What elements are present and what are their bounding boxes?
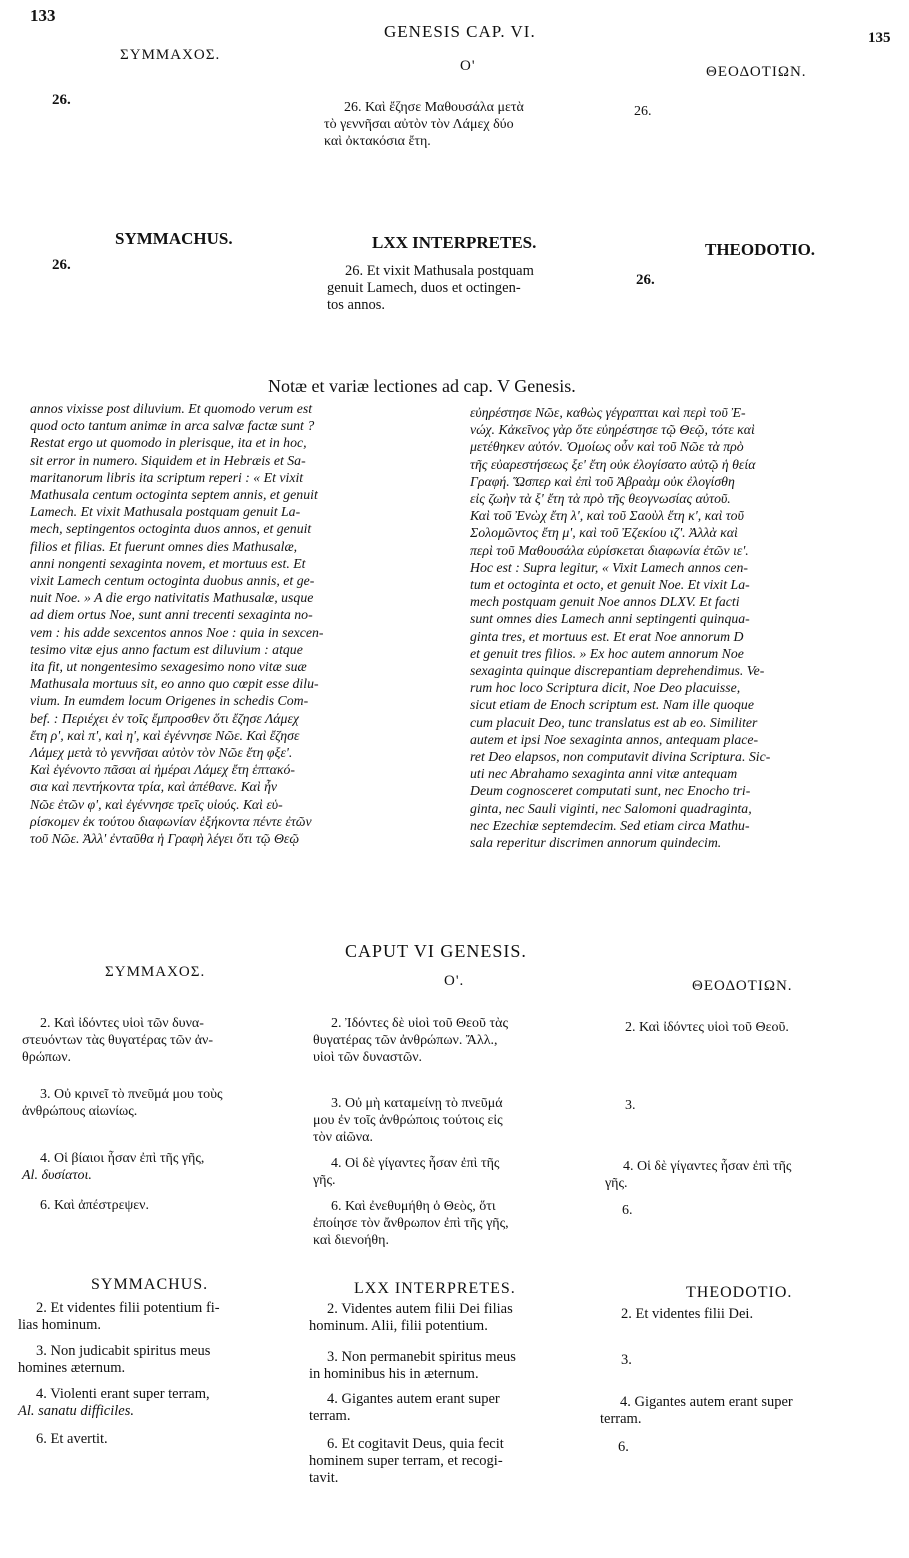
line: Al. sanatu difficiles. [18, 1403, 134, 1419]
line: 2. Et videntes filii potentium fi- [36, 1300, 220, 1316]
line: 3. [625, 1098, 636, 1113]
line: στευόντων τὰς θυγατέρας τῶν ἀν- [22, 1033, 214, 1048]
line: θυγατέρας τῶν ἀνθρώπων. Ἄλλ., [313, 1033, 498, 1048]
line: γῆς. [605, 1176, 628, 1191]
symmachus-latin-heading-2: SYMMACHUS. [91, 1276, 209, 1293]
page-number-right: 135 [868, 30, 891, 46]
symmachus-latin-heading: SYMMACHUS. [115, 229, 233, 248]
line: lias hominum. [18, 1317, 101, 1333]
symmachus-greek-verse-4 [22, 1150, 302, 1184]
line: 3. Οὐ κρινεῖ τὸ πνεῦμά μου τοὺς [40, 1087, 223, 1102]
note-line: Καὶ ἐγένοντο πᾶσαι αἱ ἡμέραι Λάμεχ ἔτη ἑπτακό- [30, 762, 295, 778]
lxx-latin-heading-2: LXX INTERPRETES. [354, 1280, 516, 1297]
note-line: sicut etiam de Enoch scriptum est. Nam ille quoque [470, 697, 754, 713]
symmachus-greek-heading: ΣΥΜΜΑΧΟΣ. [120, 47, 221, 63]
note-line: vem : his adde sexcentos annos Noe : quia in sexcen- [30, 624, 324, 640]
note-line: cum placuit Deo, tunc translatus est ab eo. Similiter [470, 714, 758, 730]
line: 4. Οἱ δὲ γίγαντες ἦσαν ἐπὶ τῆς [331, 1156, 500, 1171]
note-line: ret Deo elapsos, non computavit divina Scriptura. Sic- [470, 749, 771, 765]
lxx-greek-heading: Ο' [460, 58, 476, 74]
note-line: vixit Lamech centum octoginta duobus annis, et ge- [30, 573, 315, 589]
symmachus-greek-heading-2: ΣΥΜΜΑΧΟΣ. [105, 964, 206, 980]
caput-title: CAPUT VI GENESIS. [345, 941, 527, 961]
theodotion-latin-verse-4 [600, 1394, 895, 1428]
running-head: GENESIS CAP. VI. [384, 22, 536, 41]
notes-title: Notæ et variæ lectiones ad cap. V Genesis. [268, 376, 576, 396]
theodotion-greek-heading-2: ΘΕΟΔΟΤΙΩΝ. [692, 978, 793, 994]
line: 3. [621, 1352, 632, 1368]
note-line: mech postquam genuit Noe annos DLXV. Et facti [470, 594, 740, 610]
note-line: ita fit, ut nongentesimo sexagesimo nono vitæ suæ [30, 659, 307, 675]
lxx-latin-verse-4 [309, 1391, 599, 1425]
note-line: uti nec Abrahamo sexaginta anni vitæ antequam [470, 766, 738, 782]
line: 2. Et videntes filii Dei. [621, 1306, 754, 1322]
line: genuit Lamech, duos et octingen- [327, 280, 521, 296]
line: 4. Οἱ βίαιοι ἦσαν ἐπὶ τῆς γῆς, [40, 1151, 205, 1166]
lxx-latin-verse-26 [327, 263, 627, 314]
line: hominem super terram, et recogi- [309, 1453, 503, 1469]
line: 6. [618, 1439, 629, 1455]
line: 3. Οὐ μὴ καταμείνῃ τὸ πνεῦμά [331, 1096, 503, 1111]
line: 26. Καὶ ἔζησε Μαθουσάλα μετὰ [344, 100, 524, 115]
note-line: ginta tres, et mortuus est. Et erat Noe annorum D [470, 628, 744, 644]
note-line: et genuit tres filios. » Ex hoc autem annorum Noe [470, 645, 744, 661]
symmachus-latin-verse-4 [18, 1386, 303, 1420]
lxx-greek-verse-2 [313, 1015, 603, 1066]
theodotion-latin-heading-2: THEODOTIO. [686, 1284, 793, 1301]
line: terram. [600, 1411, 642, 1427]
note-line: Deum cognosceret computati sunt, nec Enocho tri- [470, 783, 751, 799]
note-line: annos vixisse post diluvium. Et quomodo verum est [30, 401, 313, 416]
theodotion-latin-heading: THEODOTIO. [705, 240, 816, 259]
line: 26. Et vixit Mathusala postquam [345, 263, 534, 279]
note-line: nec Ezechiæ septemdecim. Sed etiam circa Mathu- [470, 817, 750, 833]
theodotion-greek-heading: ΘΕΟΔΟΤΙΩΝ. [706, 64, 807, 80]
line: 3. Non judicabit spiritus meus [36, 1343, 211, 1359]
line: Al. δυσίατοι. [22, 1168, 92, 1183]
note-line: Mathusala mortuus sit, eo anno quo cœpit esse dilu- [30, 676, 319, 692]
theodotion-latin-verse-26: 26. [636, 272, 655, 288]
lxx-greek-heading-2: Ο'. [444, 973, 465, 989]
symmachus-latin-verse-6 [36, 1431, 301, 1448]
note-line: maritanorum libris ita scriptum reperi : « Et vixit [30, 469, 304, 485]
note-line: τοῦ Νῶε. Ἀλλ' ἐνταῦθα ἡ Γραφὴ λέγει ὅτι τῷ Θεῷ [30, 831, 300, 847]
lxx-greek-verse-26 [324, 99, 624, 150]
note-line: sexaginta quinque discrepantiam deprehendimus. Ve- [470, 663, 765, 679]
line: hominum. Alii, filii potentium. [309, 1318, 488, 1334]
line: in hominibus his in æternum. [309, 1366, 479, 1382]
line: 4. Gigantes autem erant super [327, 1391, 500, 1407]
line: ἐποίησε τὸν ἄνθρωπον ἐπὶ τῆς γῆς, [313, 1216, 509, 1231]
line: tavit. [309, 1470, 339, 1486]
note-line: ἔτη ρ', καὶ π', καὶ η', καὶ ἐγέννησε Νῶε. Καὶ ἔζησε [30, 727, 300, 743]
lxx-latin-verse-3 [309, 1349, 599, 1383]
note-line: vium. In eumdem locum Origenes in schedis Com- [30, 693, 309, 709]
note-line: Mathusala centum octoginta septem annis, et genuit [30, 487, 318, 503]
lxx-latin-verse-6 [309, 1436, 599, 1487]
line: 4. Οἱ δὲ γίγαντες ἦσαν ἐπὶ τῆς [623, 1159, 792, 1174]
note-line: ρίσκομεν ἐκ τούτου διαφωνίαν ἑξήκοντα πέντε ἐτῶν [30, 813, 312, 829]
note-line: quod octo tantum animæ in arca salvæ factæ sunt ? [30, 418, 315, 434]
theodotion-greek-verse-2 [625, 1019, 895, 1036]
line: terram. [309, 1408, 351, 1424]
note-line: ad diem ortus Noe, sunt anni trecenti sexaginta no- [30, 607, 313, 623]
symmachus-greek-verse-6 [40, 1197, 300, 1214]
note-line: Γραφή. Ὥσπερ καὶ ἐπὶ τοῦ Ἀβραὰμ οὐκ ἐλογίσθη [470, 473, 735, 489]
note-line: εἰς ζωὴν τὰ ξ' ἔτη τὰ πρὸ τῆς θεογνωσίας αὐτοῦ. [470, 491, 731, 507]
note-line: sunt omnes dies Lamech anni septingenti quinqua- [470, 611, 750, 627]
line: τὸν αἰῶνα. [313, 1130, 373, 1145]
line: τὸ γεννῆσαι αὐτὸν τὸν Λάμεχ δύο [324, 117, 514, 132]
theodotion-latin-verse-6 [618, 1439, 893, 1456]
note-line: nuit Noe. » A die ergo nativitatis Mathusalæ, usque [30, 590, 314, 606]
line: υἱοὶ τῶν δυναστῶν. [313, 1050, 423, 1065]
note-line: Lamech. Et vixit Mathusala postquam genuit La- [30, 504, 301, 520]
line: 6. Καὶ ἀπέστρεψεν. [40, 1198, 149, 1213]
symmachus-latin-verse-2 [18, 1300, 303, 1334]
note-line: εὐηρέστησε Νῶε, καθὼς γέγραπται καὶ περὶ τοῦ Ἐ- [470, 405, 746, 420]
line: ἀνθρώπους αἰωνίως. [22, 1104, 138, 1119]
line: γῆς. [313, 1173, 336, 1188]
line: 2. Καὶ ἰδόντες υἱοὶ τοῦ Θεοῦ. [625, 1020, 789, 1035]
line: homines æternum. [18, 1360, 126, 1376]
lxx-latin-verse-2 [309, 1301, 599, 1335]
symmachus-greek-verse-2 [22, 1015, 302, 1066]
theodotion-greek-verse-3 [625, 1097, 895, 1114]
theodotion-greek-verse-4 [605, 1158, 895, 1192]
note-line: tesimo vitæ ejus anno factum est diluvium : atque [30, 641, 303, 657]
note-line: autem et ipsi Noe sexaginta annos, antequam place- [470, 731, 759, 747]
note-line: sala reperitur discrimen annorum quindecim. [470, 835, 722, 851]
page-number-left: 133 [30, 6, 56, 25]
lxx-greek-verse-4 [313, 1155, 603, 1189]
note-line: περὶ τοῦ Μαθουσάλα εὑρίσκεται διαφωνία ἐτῶν ιε'. [470, 542, 749, 558]
line: καὶ διενοήθη. [313, 1233, 389, 1248]
notes-left-column [30, 400, 448, 847]
line: 6. [622, 1203, 633, 1218]
note-line: ginta, nec Sauli viginti, nec Salomoni quadraginta, [470, 800, 752, 816]
note-line: τῆς εὐαρεστήσεως ξε' ἔτη οὐκ ἐλογίσατο αὐτῷ ἡ θεία [470, 456, 756, 472]
theodotion-latin-verse-2 [621, 1306, 896, 1323]
line: tos annos. [327, 297, 385, 313]
symmachus-latin-verse-3 [18, 1343, 303, 1377]
line: 4. Gigantes autem erant super [620, 1394, 793, 1410]
note-line: rum hoc loco Scriptura dicit, Noe Deo placuisse, [470, 680, 741, 696]
line: μου ἐν τοῖς ἀνθρώποις τούτοις εἰς [313, 1113, 503, 1128]
symmachus-greek-verse-26: 26. [52, 92, 71, 108]
line: 4. Violenti erant super terram, [36, 1386, 210, 1402]
line: 6. Καὶ ἐνεθυμήθη ὁ Θεὸς, ὅτι [331, 1199, 496, 1214]
line: θρώπων. [22, 1050, 72, 1065]
note-line: Hoc est : Supra legitur, « Vixit Lamech annos cen- [470, 559, 748, 575]
symmachus-greek-verse-3 [22, 1086, 302, 1120]
note-line: νώχ. Κἀκεῖνος γὰρ ὅτε εὐηρέστησε τῷ Θεῷ, τότε καὶ [470, 422, 755, 438]
note-line: filios et filias. Et fuerunt omnes dies Mathusalæ, [30, 538, 298, 554]
note-line: Restat ergo ut quomodo in plerisque, ita et in hoc, [30, 435, 307, 451]
theodotion-greek-verse-6 [622, 1202, 892, 1219]
note-line: μετέθηκεν αὐτόν. Ὁμοίως οὖν καὶ τοῦ Νῶε τὰ πρὸ [470, 439, 744, 455]
note-line: mech, septingentos octoginta duos annos, et genuit [30, 521, 312, 537]
line: 6. Et cogitavit Deus, quia fecit [327, 1436, 504, 1452]
note-line: Σολομῶντος ἔτη μ', καὶ τοῦ Ἐζεκίου ιζ'. Ἀλλὰ καὶ [470, 525, 738, 541]
notes-right-column [470, 404, 890, 851]
line: 2. Καὶ ἰδόντες υἱοὶ τῶν δυνα- [40, 1016, 204, 1031]
note-line: tum et octoginta et octo, et genuit Noe. Et vixit La- [470, 577, 750, 593]
lxx-greek-verse-6 [313, 1198, 603, 1249]
line: 6. Et avertit. [36, 1431, 108, 1447]
note-line: σια καὶ πεντήκοντα τρία, καὶ ἀπέθανε. Καὶ ἦν [30, 779, 278, 795]
note-line: sit error in numero. Siquidem et in Hebræis et Sa- [30, 452, 306, 468]
note-line: anni nongenti sexaginta novem, et mortuus est. Et [30, 555, 306, 571]
theodotion-greek-verse-26: 26. [634, 104, 652, 119]
note-line: Λάμεχ μετὰ τὸ γεννῆσαι αὐτὸν τὸν Νῶε ἔτη φξε'. [30, 745, 293, 761]
lxx-latin-heading: LXX INTERPRETES. [372, 233, 537, 252]
line: καὶ ὀκτακόσια ἔτη. [324, 134, 431, 149]
line: 3. Non permanebit spiritus meus [327, 1349, 516, 1365]
lxx-greek-verse-3 [313, 1095, 603, 1146]
line: 2. Ἰδόντες δὲ υἱοὶ τοῦ Θεοῦ τὰς [331, 1016, 508, 1031]
note-line: Νῶε ἐτῶν φ', καὶ ἐγέννησε τρεῖς υἱούς. Καὶ εὑ- [30, 796, 283, 812]
symmachus-latin-verse-26: 26. [52, 257, 71, 273]
note-line: Καὶ τοῦ Ἐνὼχ ἔτη λ', καὶ τοῦ Σαοὺλ ἔτη κ', καὶ τοῦ [470, 508, 744, 524]
theodotion-latin-verse-3 [621, 1352, 896, 1369]
line: 2. Videntes autem filii Dei filias [327, 1301, 513, 1317]
note-line: bef. : Περιέχει ἐν τοῖς ἔμπροσθεν ὅτι ἔζησε Λάμεχ [30, 710, 299, 726]
